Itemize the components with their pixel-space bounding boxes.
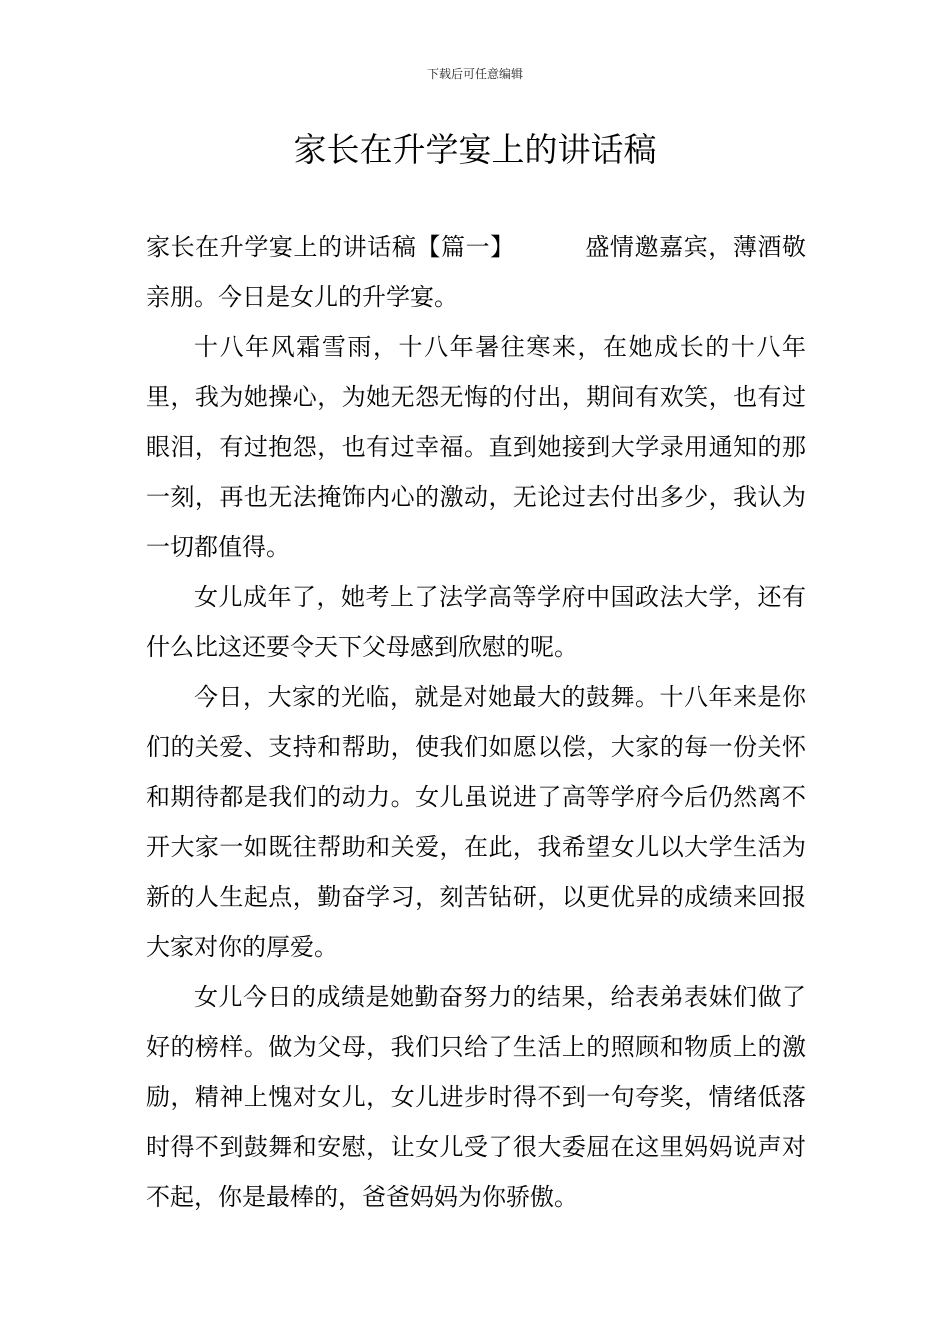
lead-paragraph (146, 222, 806, 322)
lead-text: 盛情邀嘉宾，薄酒敬亲朋。今日是女儿的升学宴。 (146, 233, 806, 311)
lead-heading: 家长在升学宴上的讲话稿【篇一】 (146, 233, 515, 261)
header-note: 下载后可任意编辑 (426, 67, 523, 81)
paragraph-1: 十八年风霜雪雨，十八年暑往寒来，在她成长的十八年里，我为她操心，为她无怨无悔的付出，期间有欢笑，也有过眼泪，有过抱怨，也有过幸福。直到她接到大学录用通知的那一刻，再也无法掩饰内心的激动，无论过去付出多少，我认为一切都值得。 (146, 333, 806, 561)
document-body (146, 222, 806, 1222)
paragraph-3: 今日，大家的光临，就是对她最大的鼓舞。十八年来是你们的关爱、支持和帮助，使我们如愿以偿，大家的每一份关怀和期待都是我们的动力。女儿虽说进了高等学府今后仍然离不开大家一如既往帮助和关爱，在此，我希望女儿以大学生活为新的人生起点，勤奋学习，刻苦钻研，以更优异的成绩来回报大家对你的厚爱。 (146, 683, 806, 961)
paragraph-4: 女儿今日的成绩是她勤奋努力的结果，给表弟表妹们做了好的榜样。做为父母，我们只给了生活上的照顾和物质上的激励，精神上愧对女儿，女儿进步时得不到一句夸奖，情绪低落时得不到鼓舞和安慰，让女儿受了很大委屈在这里妈妈说声对不起，你是最棒的，爸爸妈妈为你骄傲。 (146, 983, 806, 1211)
document-title: 家长在升学宴上的讲话稿 (293, 130, 657, 169)
paragraph-2: 女儿成年了，她考上了法学高等学府中国政法大学，还有什么比这还要令天下父母感到欣慰的呢。 (146, 583, 806, 661)
